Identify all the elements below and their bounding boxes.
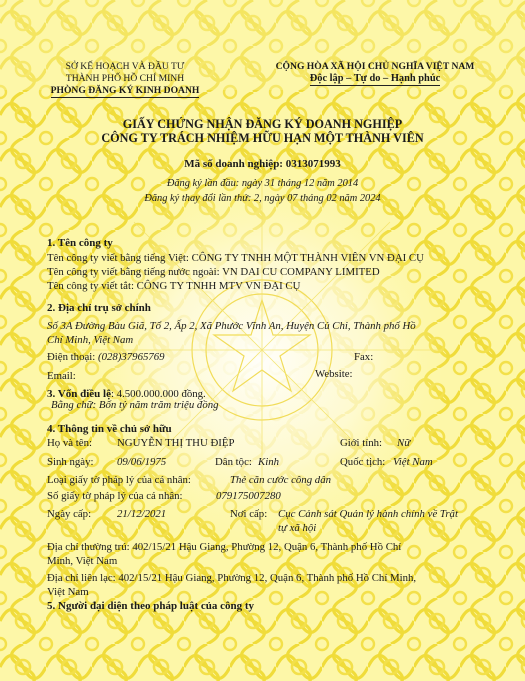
section-heading-address: 2. Địa chỉ trụ sở chính: [47, 302, 151, 314]
owner-residence-address-line1: Địa chỉ thường trú: 402/15/21 Hậu Giang, Phường 12, Quận 6, Thành phố Hồ Chí: [47, 541, 402, 553]
section-heading-capital: 3. Vốn điều lệ: [47, 388, 111, 400]
owner-contact-address-line2: Việt Nam: [47, 586, 89, 598]
company-name-vietnamese: CÔNG TY TNHH MỘT THÀNH VIÊN VN ĐẠI CỤ: [191, 252, 424, 264]
owner-dob-label: Sinh ngày:: [47, 456, 94, 468]
company-name-short: CÔNG TY TNHH MTV VN ĐẠI CỤ: [136, 280, 301, 292]
owner-id-number-value: 079175007280: [216, 490, 281, 502]
change-registration-date: Đăng ký thay đổi lần thứ: 2, ngày 07 tháng 02 năm 2024: [144, 193, 381, 204]
first-registration-date: Đăng ký lần đầu: ngày 31 tháng 12 năm 2014: [166, 178, 359, 189]
owner-name-value: NGUYỄN THỊ THU ĐIỆP: [117, 437, 235, 449]
charter-capital-value: : 4.500.000.000 đồng.: [110, 388, 206, 400]
fax-label: Fax:: [354, 351, 374, 363]
company-name-short-row: Tên công ty viết tắt: CÔNG TY TNHH MTV VN ĐẠI CỤ: [47, 280, 301, 292]
head-office-address-line1: Số 3A Đường Bàu Giã, Tổ 2, Ấp 2, Xã Phước Vĩnh An, Huyện Củ Chi, Thành phố Hồ: [47, 320, 416, 332]
header-agency-line1: SỞ KẾ HOẠCH VÀ ĐẦU TƯ: [65, 61, 185, 72]
tax-code: Mã số doanh nghiệp: 0313071993: [184, 158, 341, 170]
company-name-foreign-row: Tên công ty viết bằng tiếng nước ngoài: VN DAI CU COMPANY LIMITED: [47, 266, 380, 278]
phone-value: (028)37965769: [97, 351, 165, 363]
section-heading-legal-representative: 5. Người đại diện theo pháp luật của công ty: [47, 600, 255, 612]
owner-id-type-value: Thẻ căn cước công dân: [230, 474, 331, 486]
header-agency-line2: THÀNH PHỐ HỒ CHÍ MINH: [65, 73, 185, 84]
owner-id-number-label: Số giấy tờ pháp lý của cá nhân:: [47, 490, 183, 502]
company-type-title: CÔNG TY TRÁCH NHIỆM HỮU HẠN MỘT THÀNH VIÊN: [101, 131, 424, 145]
header-motto: Độc lập – Tự do – Hạnh phúc: [309, 73, 441, 84]
website-label: Website:: [315, 368, 353, 380]
owner-name-label: Họ và tên:: [47, 437, 92, 449]
owner-issue-date-label: Ngày cấp:: [47, 508, 92, 520]
header-agency-department: PHÒNG ĐĂNG KÝ KINH DOANH: [50, 85, 200, 96]
section-heading-owner: 4. Thông tin về chủ sở hữu: [47, 423, 172, 435]
owner-residence-address-line2: Minh, Việt Nam: [47, 555, 118, 567]
head-office-address-line2: Chí Minh, Việt Nam: [47, 334, 134, 346]
email-label: Email:: [47, 370, 76, 382]
owner-issue-place-line2: tự xã hội: [278, 522, 317, 534]
owner-gender-label: Giới tính:: [340, 437, 383, 449]
owner-nationality-value: Việt Nam: [393, 456, 433, 468]
certificate-title: GIẤY CHỨNG NHẬN ĐĂNG KÝ DOANH NGHIỆP: [122, 117, 403, 131]
company-name-foreign: VN DAI CU COMPANY LIMITED: [222, 266, 380, 278]
owner-issue-date-value: 21/12/2021: [117, 508, 167, 520]
owner-ethnic-label: Dân tộc:: [215, 456, 252, 468]
company-name-vietnamese-row: Tên công ty viết bằng tiếng Việt: CÔNG TY TNHH MỘT THÀNH VIÊN VN ĐẠI CỤ: [47, 252, 424, 264]
section-heading-company-name: 1. Tên công ty: [47, 237, 113, 249]
phone-row: Điện thoại: (028)37965769: [47, 351, 165, 363]
owner-gender-value: Nữ: [397, 437, 411, 449]
owner-issue-place-label: Nơi cấp:: [230, 508, 268, 520]
owner-contact-address-line1: Địa chỉ liên lạc: 402/15/21 Hậu Giang, Phường 12, Quận 6, Thành phố Hồ Chí Minh,: [47, 572, 417, 584]
owner-nationality-label: Quốc tịch:: [340, 456, 386, 468]
owner-id-type-label: Loại giấy tờ pháp lý của cá nhân:: [47, 474, 191, 486]
charter-capital-words: Bằng chữ: Bốn tỷ năm trăm triệu đồng: [51, 399, 219, 411]
owner-issue-place-line1: Cục Cảnh sát Quản lý hành chính về Trật: [278, 508, 458, 520]
header-country-name: CỘNG HÒA XÃ HỘI CHỦ NGHĨA VIỆT NAM: [275, 61, 475, 72]
owner-ethnic-value: Kinh: [258, 456, 279, 468]
owner-dob-value: 09/06/1975: [117, 456, 167, 468]
